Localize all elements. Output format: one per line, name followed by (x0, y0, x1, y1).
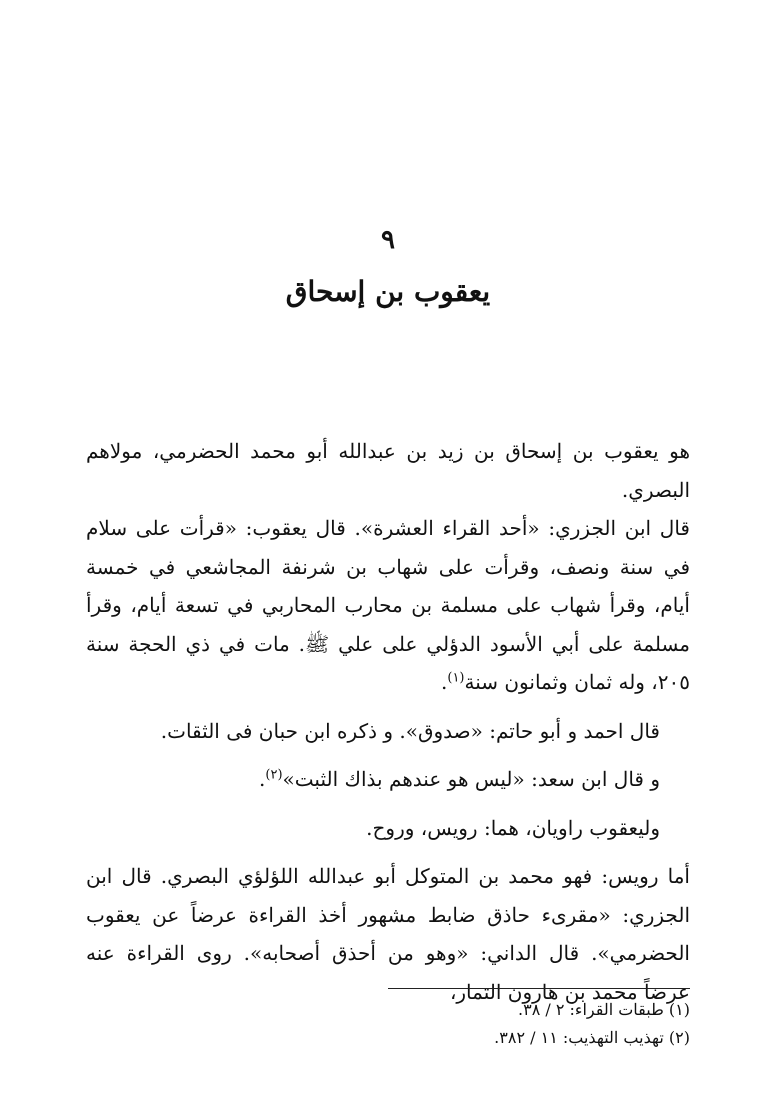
paragraph-end-punct: . (441, 670, 448, 694)
paragraph-text: أما رويس: فهو محمد بن المتوكل أبو عبدالله اللؤلؤي البصري. قال ابن الجزري: «مقرىء حاذق ضابط مشهور أخذ القراءة عرضاً عن يعقوب الحضرمي». قال الداني: «وهو من أحذق أصحابه». روى القراءة عنه عرضاً محمد بن هارون التمار، (86, 864, 690, 1004)
body-text (86, 432, 690, 1011)
chapter-number: ٩ (381, 225, 395, 255)
paragraph-name-lineage (86, 432, 690, 509)
paragraph-ibn-jazari-account (86, 509, 690, 702)
footnote-ref-2[interactable]: (٢) (265, 767, 283, 783)
footnote-divider (388, 988, 690, 989)
paragraph-narrators (86, 809, 690, 848)
paragraph-end-punct: . (259, 767, 266, 791)
paragraph-text: هو يعقوب بن إسحاق بن زيد بن عبدالله أبو محمد الحضرمي، مولاهم البصري. (86, 439, 690, 502)
footnotes (86, 996, 690, 1052)
paragraph-text: قال احمد و أبو حاتم: «صدوق». و ذكره ابن حبان فى الثقات. (160, 718, 660, 743)
paragraph-text: قال ابن الجزري: «أحد القراء العشرة». قال يعقوب: «قرأت على سلام في سنة ونصف، وقرأت على شهاب بن شرنفة المجاشعي في خمسة أيام، وقرأ شهاب على مسلمة بن محارب المحاربي في تسعة أيام، وقرأ مسلمة على أبي الأسود الدؤلي على علي ﷺ. مات في ذي الحجة سنة ٢٠٥، وله ثمان وثمانون سنة (86, 516, 690, 694)
paragraph-ibn-saad (86, 760, 690, 799)
paragraph-text: و قال ابن سعد: «ليس هو عندهم بذاك الثبت» (282, 767, 660, 791)
footnote-2: (٢) تهذيب التهذيب: ١١ / ٣٨٢. (494, 1028, 690, 1047)
footnote-1: (١) طبقات القراء: ٢ / ٣٨. (518, 1000, 690, 1019)
paragraph-ahmad-abu-hatim (86, 712, 690, 751)
chapter-title: يعقوب بن إسحاق (285, 275, 491, 308)
footnote-ref-1[interactable]: (١) (447, 670, 465, 686)
paragraph-text: وليعقوب راويان، هما: رويس، وروح. (366, 815, 660, 840)
